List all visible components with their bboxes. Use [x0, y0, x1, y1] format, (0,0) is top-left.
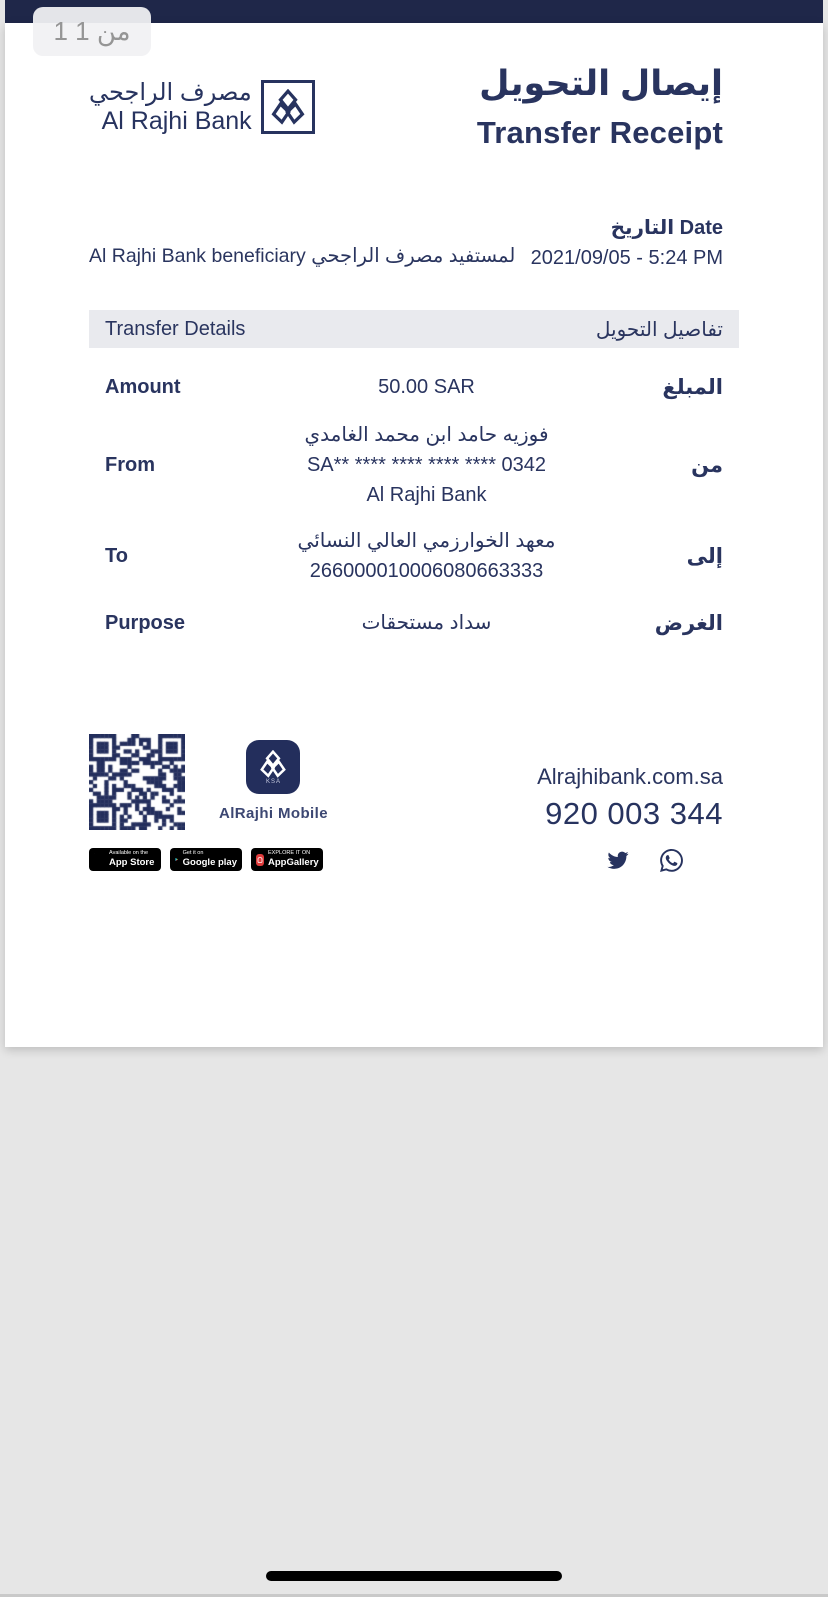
bank-phone-number: 920 003 344: [545, 796, 723, 831]
bank-name-arabic: مصرف الراجحي: [89, 79, 252, 106]
app-store-line1: Available on the: [109, 850, 149, 857]
receipt-footer: [89, 734, 739, 872]
amount-label-ar: المبلغ: [662, 375, 723, 399]
purpose-value: سداد مستحقات: [361, 612, 492, 634]
appgallery-line2: AppGallery: [268, 857, 319, 869]
from-bank-name: Al Rajhi Bank: [366, 484, 487, 506]
to-recipient-name: معهد الخوارزمي العالي النسائي: [297, 530, 556, 552]
bank-website: Alrajhibank.com.sa: [537, 764, 723, 789]
receipt-header: [89, 63, 739, 151]
bank-logo: [89, 79, 315, 135]
amount-value: 50.00 SAR: [378, 376, 475, 398]
appgallery-line1: EXPLORE IT ON: [268, 850, 311, 857]
store-badges: [89, 848, 328, 871]
google-play-badge: [170, 848, 242, 871]
page-indicator-label: 1 من 1: [53, 16, 131, 46]
date-label: التاريخ Date: [610, 217, 723, 239]
appgallery-badge: [251, 848, 323, 871]
page-indicator-badge: [33, 7, 151, 56]
to-row: [105, 526, 723, 586]
receipt-title-arabic: إيصال التحويل: [479, 64, 723, 103]
amount-row: [105, 372, 723, 402]
beneficiary-note: Al Rajhi Bank beneficiary لمستفيد مصرف الراجحي: [89, 245, 516, 267]
from-label-ar: من: [691, 453, 723, 477]
appgallery-icon: [256, 854, 264, 866]
purpose-label-en: Purpose: [105, 611, 186, 634]
transfer-details-header: [89, 310, 739, 348]
twitter-icon: [606, 849, 629, 872]
purpose-label-ar: الغرض: [654, 611, 723, 635]
purpose-row: [105, 608, 723, 638]
receipt-document: [5, 23, 823, 1047]
details-header-arabic: تفاصيل التحويل: [595, 318, 723, 341]
bank-name-english: Al Rajhi Bank: [101, 107, 252, 135]
date-value: 2021/09/05 - 5:24 PM: [530, 247, 723, 269]
apple-icon: [94, 853, 105, 866]
amount-label-en: Amount: [105, 375, 181, 398]
to-label-ar: إلى: [686, 544, 723, 568]
app-store-line2: App Store: [109, 857, 155, 869]
bank-logo-icon: [261, 80, 315, 134]
from-label-en: From: [105, 453, 155, 476]
whatsapp-icon: [660, 849, 683, 872]
app-store-badge: [89, 848, 161, 871]
transfer-details-section: [89, 310, 739, 638]
from-masked-iban: SA** **** **** **** **** 0342: [306, 454, 547, 476]
to-account-number: 266000010006080663333: [309, 560, 544, 582]
qr-code: [89, 734, 185, 830]
date-section: [89, 215, 739, 270]
app-name-label: AlRajhi Mobile: [219, 805, 328, 822]
details-header-english: Transfer Details: [105, 317, 246, 340]
from-row: [105, 420, 723, 510]
google-play-line1: Get it on: [182, 850, 204, 857]
google-play-line2: Google play: [182, 857, 237, 869]
google-play-icon: [175, 853, 179, 866]
from-sender-name: فوزيه حامد ابن محمد الغامدي: [304, 424, 549, 446]
alrajhi-mobile-app-icon: [246, 740, 300, 794]
app-icon-caption: KSA: [265, 778, 281, 785]
to-label-en: To: [105, 544, 128, 567]
receipt-title-english: Transfer Receipt: [476, 115, 723, 150]
home-indicator[interactable]: [266, 1571, 562, 1581]
